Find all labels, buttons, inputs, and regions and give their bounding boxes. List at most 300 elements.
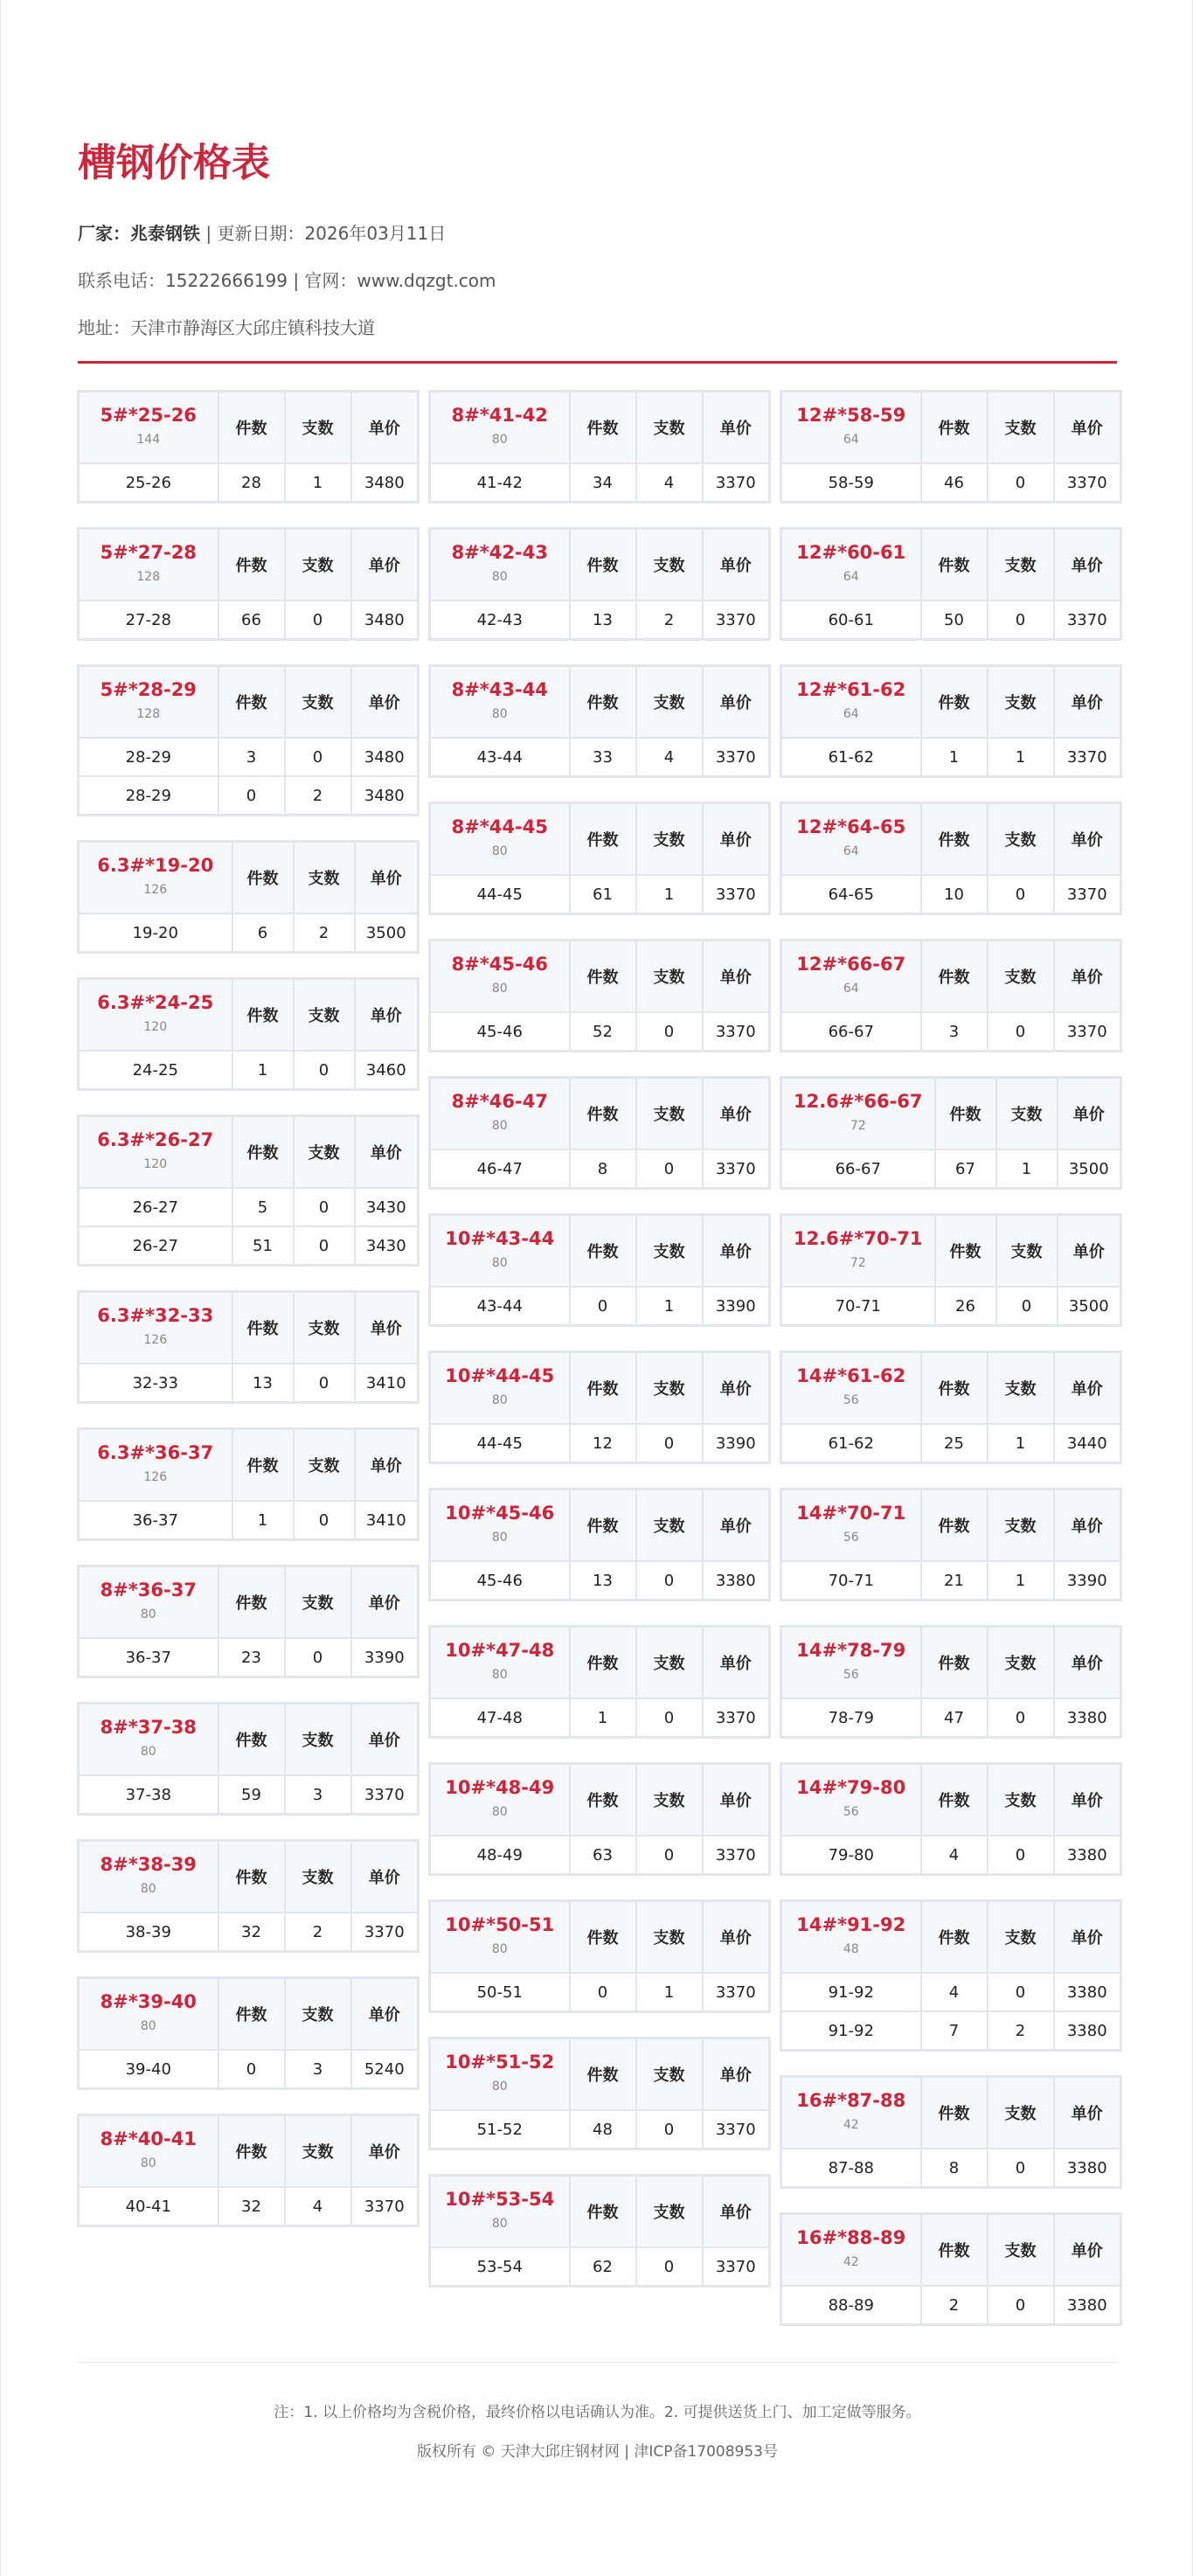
header-price: 单价 — [351, 1978, 419, 2051]
spec-table — [780, 2212, 1122, 2326]
spec-header-row — [79, 1841, 419, 1913]
pieces-cell: 0 — [988, 463, 1054, 503]
header-count: 件数 — [921, 392, 988, 464]
pieces-cell: 0 — [636, 2110, 703, 2149]
header-pieces: 支数 — [285, 666, 351, 739]
header-price: 单价 — [1054, 2214, 1121, 2287]
range-cell: 79-80 — [781, 1836, 921, 1875]
header-price: 单价 — [1054, 803, 1121, 876]
pieces-cell: 3 — [285, 1775, 351, 1815]
spec-name: 8#*45-46 — [451, 954, 548, 975]
pieces-cell: 1 — [988, 738, 1054, 777]
price-cell: 3370 — [703, 1836, 770, 1875]
count-cell: 32 — [218, 1913, 285, 1952]
range-cell: 64-65 — [781, 875, 921, 914]
price-cell: 3390 — [703, 1287, 770, 1326]
spec-name: 12#*61-62 — [796, 679, 906, 700]
spec-table — [428, 527, 771, 641]
spec-sub: 72 — [850, 1119, 866, 1133]
header-pieces: 支数 — [988, 941, 1054, 1013]
spec-sub: 42 — [843, 2255, 859, 2269]
range-cell: 60-61 — [781, 601, 921, 640]
spec-sub: 80 — [140, 1882, 156, 1896]
pieces-cell: 1 — [996, 1149, 1058, 1189]
spec-header-row — [79, 666, 419, 739]
spec-sub: 80 — [491, 570, 508, 584]
count-cell: 0 — [570, 1287, 636, 1326]
spec-name: 10#*48-49 — [445, 1777, 555, 1798]
spec-name: 12#*58-59 — [796, 405, 906, 426]
header-count: 件数 — [232, 1429, 294, 1502]
range-cell: 78-79 — [781, 1698, 921, 1738]
spec-name: 10#*50-51 — [445, 1914, 555, 1935]
table-row — [430, 1287, 770, 1326]
header-price: 单价 — [703, 666, 770, 739]
table-row — [430, 2110, 770, 2149]
spec-sub: 72 — [850, 1256, 866, 1270]
table-row — [79, 1226, 419, 1266]
spec-sub: 56 — [843, 1531, 859, 1545]
spec-name: 10#*51-52 — [445, 2052, 555, 2073]
header-price: 单价 — [355, 979, 419, 1052]
contact-line: 联系电话：15222666199 | 官网：www.dqzgt.com — [78, 270, 496, 291]
header-pieces: 支数 — [996, 1215, 1058, 1288]
spec-name-cell — [781, 1078, 935, 1150]
count-cell: 26 — [935, 1287, 996, 1326]
spec-table — [428, 1625, 771, 1739]
spec-header-row — [781, 2214, 1121, 2287]
spec-sub: 80 — [140, 1745, 156, 1759]
spec-sub: 80 — [491, 1256, 508, 1270]
spec-name-cell — [781, 666, 921, 739]
footer-copyright: 版权所有 © 天津大邱庄钢材网 | 津ICP备17008953号 — [416, 2443, 778, 2461]
header-count: 件数 — [570, 1489, 636, 1562]
pieces-cell: 0 — [988, 601, 1054, 640]
spec-table — [428, 1350, 771, 1464]
spec-name-cell — [430, 1489, 570, 1562]
header-pieces: 支数 — [294, 1116, 355, 1189]
table-row — [781, 2011, 1121, 2051]
header-count: 件数 — [570, 2038, 636, 2111]
spec-header-row — [781, 2077, 1121, 2149]
pieces-cell: 3 — [285, 2050, 351, 2089]
table-row — [430, 1149, 770, 1189]
pieces-cell: 0 — [988, 2286, 1054, 2325]
spec-table — [780, 390, 1122, 503]
spec-header-row — [781, 529, 1121, 601]
range-cell: 28-29 — [79, 776, 218, 816]
range-cell: 48-49 — [430, 1836, 570, 1875]
column-3 — [780, 390, 1120, 2350]
pieces-cell: 0 — [636, 1149, 703, 1189]
header-pieces: 支数 — [636, 1078, 703, 1150]
pieces-cell: 0 — [294, 1188, 355, 1226]
spec-sub: 64 — [843, 570, 859, 584]
spec-header-row — [79, 842, 419, 914]
count-cell: 13 — [570, 601, 636, 640]
spec-name-cell — [781, 392, 921, 464]
range-cell: 38-39 — [79, 1913, 218, 1952]
pieces-cell: 2 — [636, 601, 703, 640]
header-count: 件数 — [570, 803, 636, 876]
count-cell: 0 — [218, 776, 285, 816]
range-cell: 46-47 — [430, 1149, 570, 1189]
table-row — [79, 601, 419, 640]
spec-header-row — [430, 1627, 770, 1699]
table-row — [79, 1501, 419, 1540]
range-cell: 88-89 — [781, 2286, 921, 2325]
range-cell: 28-29 — [79, 738, 218, 776]
header-pieces: 支数 — [988, 529, 1054, 601]
spec-sub: 80 — [140, 1607, 156, 1621]
spec-sub: 42 — [843, 2118, 859, 2132]
count-cell: 62 — [570, 2247, 636, 2287]
pieces-cell: 1 — [988, 1424, 1054, 1463]
spec-name-cell — [781, 1215, 935, 1288]
spec-name-cell — [781, 1352, 921, 1425]
spec-table — [77, 1839, 420, 1953]
header-count: 件数 — [921, 1764, 988, 1837]
pieces-cell: 0 — [636, 1836, 703, 1875]
spec-sub: 126 — [143, 883, 168, 897]
header-price: 单价 — [703, 1901, 770, 1974]
spec-name-cell — [430, 2176, 570, 2248]
pieces-cell: 0 — [988, 1698, 1054, 1738]
price-cell: 3370 — [351, 1913, 419, 1952]
pieces-cell: 0 — [988, 875, 1054, 914]
spec-header-row — [781, 1078, 1121, 1150]
header-price: 单价 — [355, 1116, 419, 1189]
spec-name-cell — [79, 1841, 218, 1913]
price-cell: 3390 — [703, 1424, 770, 1463]
spec-name-cell — [781, 941, 921, 1013]
price-cell: 3380 — [1054, 1836, 1121, 1875]
spec-name: 8#*41-42 — [451, 405, 548, 426]
header-count: 件数 — [232, 1116, 294, 1189]
header-price: 单价 — [1054, 941, 1121, 1013]
spec-header-row — [79, 1978, 419, 2051]
spec-name: 10#*53-54 — [445, 2189, 555, 2210]
header-count: 件数 — [218, 1704, 285, 1776]
header-price: 单价 — [351, 529, 419, 601]
pieces-cell: 0 — [636, 1012, 703, 1052]
spec-table — [780, 939, 1122, 1052]
range-cell: 43-44 — [430, 738, 570, 777]
spec-name: 14#*79-80 — [796, 1777, 906, 1798]
count-cell: 0 — [218, 2050, 285, 2089]
header-count: 件数 — [570, 2176, 636, 2248]
header-pieces: 支数 — [996, 1078, 1058, 1150]
header-price: 单价 — [1054, 1627, 1121, 1699]
spec-name-cell — [79, 979, 232, 1052]
count-cell: 50 — [921, 601, 988, 640]
price-cell: 3380 — [1054, 2149, 1121, 2188]
spec-sub: 64 — [843, 707, 859, 721]
spec-name: 6.3#*32-33 — [97, 1305, 214, 1326]
spec-name: 8#*40-41 — [100, 2128, 197, 2149]
spec-table — [428, 1762, 771, 1876]
spec-sub: 56 — [843, 1805, 859, 1819]
pieces-cell: 2 — [285, 776, 351, 816]
spec-header-row — [430, 2176, 770, 2248]
header-count: 件数 — [921, 2214, 988, 2287]
header-pieces: 支数 — [285, 1704, 351, 1776]
header-price: 单价 — [351, 392, 419, 464]
table-row — [430, 1836, 770, 1875]
spec-name: 8#*38-39 — [100, 1854, 197, 1875]
header-pieces: 支数 — [285, 392, 351, 464]
header-pieces: 支数 — [636, 1627, 703, 1699]
spec-name: 8#*37-38 — [100, 1717, 197, 1738]
pieces-cell: 4 — [636, 463, 703, 503]
price-cell: 3370 — [703, 1698, 770, 1738]
count-cell: 51 — [232, 1226, 294, 1266]
spec-table — [780, 1076, 1122, 1190]
header-pieces: 支数 — [636, 2038, 703, 2111]
header-pieces: 支数 — [636, 1489, 703, 1562]
spec-table — [77, 1976, 420, 2090]
table-row — [79, 463, 419, 503]
range-cell: 19-20 — [79, 913, 232, 953]
spec-name-cell — [79, 2115, 218, 2188]
table-row — [430, 463, 770, 503]
spec-name-cell — [79, 1116, 232, 1189]
header-count: 件数 — [570, 529, 636, 601]
header-price: 单价 — [1054, 1764, 1121, 1837]
spec-header-row — [430, 1215, 770, 1288]
range-cell: 58-59 — [781, 463, 921, 503]
spec-name-cell — [430, 803, 570, 876]
pieces-cell: 0 — [636, 1561, 703, 1600]
header-count: 件数 — [218, 2115, 285, 2188]
table-row — [79, 1775, 419, 1815]
header-count: 件数 — [921, 941, 988, 1013]
range-cell: 41-42 — [430, 463, 570, 503]
header-price: 单价 — [351, 2115, 419, 2188]
price-cell: 3370 — [703, 2110, 770, 2149]
header-count: 件数 — [570, 666, 636, 739]
spec-table — [428, 1076, 771, 1190]
header-count: 件数 — [232, 979, 294, 1052]
count-cell: 34 — [570, 463, 636, 503]
pieces-cell: 1 — [988, 1561, 1054, 1600]
price-cell: 3410 — [355, 1501, 419, 1540]
header-count: 件数 — [921, 1627, 988, 1699]
pieces-cell: 4 — [285, 2187, 351, 2226]
header-count: 件数 — [921, 2077, 988, 2149]
spec-sub: 80 — [491, 1942, 508, 1956]
header-count: 件数 — [218, 666, 285, 739]
price-cell: 3390 — [351, 1638, 419, 1677]
count-cell: 4 — [921, 1836, 988, 1875]
spec-name-cell — [781, 2077, 921, 2149]
spec-table — [780, 1213, 1122, 1327]
price-cell: 3380 — [1054, 2011, 1121, 2051]
header-pieces: 支数 — [988, 1764, 1054, 1837]
pieces-cell: 0 — [285, 1638, 351, 1677]
spec-header-row — [781, 392, 1121, 464]
count-cell: 63 — [570, 1836, 636, 1875]
header-count: 件数 — [218, 1978, 285, 2051]
spec-name-cell — [79, 1978, 218, 2051]
spec-name-cell — [430, 666, 570, 739]
spec-name: 6.3#*19-20 — [97, 855, 214, 876]
spec-name: 16#*87-88 — [796, 2090, 906, 2111]
spec-table — [77, 1114, 420, 1267]
range-cell: 53-54 — [430, 2247, 570, 2287]
header-price: 单价 — [1054, 666, 1121, 739]
price-cell: 3370 — [703, 1149, 770, 1189]
price-cell: 3370 — [1054, 1012, 1121, 1052]
spec-name: 10#*44-45 — [445, 1365, 555, 1386]
spec-name-cell — [781, 1901, 921, 1974]
range-cell: 39-40 — [79, 2050, 218, 2089]
price-cell: 3440 — [1054, 1424, 1121, 1463]
spec-table — [77, 840, 420, 954]
spec-header-row — [781, 941, 1121, 1013]
spec-name: 8#*46-47 — [451, 1091, 548, 1112]
spec-table — [428, 2037, 771, 2150]
spec-name-cell — [781, 1489, 921, 1562]
header-count: 件数 — [218, 392, 285, 464]
header-price: 单价 — [355, 842, 419, 914]
spec-table — [780, 1762, 1122, 1876]
header-price: 单价 — [703, 941, 770, 1013]
count-cell: 66 — [218, 601, 285, 640]
spec-sub: 120 — [143, 1157, 168, 1171]
range-cell: 66-67 — [781, 1149, 935, 1189]
range-cell: 45-46 — [430, 1012, 570, 1052]
pieces-cell: 0 — [285, 601, 351, 640]
spec-header-row — [430, 941, 770, 1013]
pieces-cell: 0 — [285, 738, 351, 776]
count-cell: 47 — [921, 1698, 988, 1738]
table-row — [430, 1698, 770, 1738]
spec-header-row — [430, 1352, 770, 1425]
spec-name: 12#*64-65 — [796, 816, 906, 837]
price-cell: 3370 — [1054, 463, 1121, 503]
header-pieces: 支数 — [636, 803, 703, 876]
header-count: 件数 — [921, 1352, 988, 1425]
spec-name-cell — [430, 941, 570, 1013]
spec-table — [77, 1290, 420, 1404]
table-row — [781, 1698, 1121, 1738]
spec-header-row — [79, 979, 419, 1052]
range-cell: 91-92 — [781, 2011, 921, 2051]
header-price: 单价 — [355, 1292, 419, 1364]
spec-header-row — [79, 1429, 419, 1502]
count-cell: 8 — [921, 2149, 988, 2188]
price-cell: 3370 — [1054, 738, 1121, 777]
spec-name: 10#*47-48 — [445, 1640, 555, 1661]
spec-sub: 80 — [491, 433, 508, 447]
spec-name: 10#*43-44 — [445, 1228, 555, 1249]
header-price: 单价 — [703, 529, 770, 601]
page-header — [78, 133, 1117, 351]
price-cell: 3410 — [355, 1364, 419, 1403]
spec-sub: 80 — [491, 707, 508, 721]
spec-name-cell — [430, 2038, 570, 2111]
header-pieces: 支数 — [988, 392, 1054, 464]
spec-sub: 64 — [843, 844, 859, 858]
footer-note: 注：1. 以上价格均为含税价格，最终价格以电话确认为准。2. 可提供送货上门、加工定做等服务。 — [274, 2404, 921, 2421]
count-cell: 1 — [570, 1698, 636, 1738]
price-cell: 3370 — [703, 601, 770, 640]
header-price: 单价 — [1054, 392, 1121, 464]
range-cell: 36-37 — [79, 1501, 232, 1540]
spec-header-row — [430, 2038, 770, 2111]
spec-sub: 80 — [491, 2217, 508, 2231]
spec-sub: 56 — [843, 1393, 859, 1407]
count-cell: 59 — [218, 1775, 285, 1815]
table-row — [781, 2149, 1121, 2188]
header-pieces: 支数 — [636, 1215, 703, 1288]
header-price: 单价 — [703, 1215, 770, 1288]
spec-header-row — [79, 529, 419, 601]
spec-name-cell — [430, 1215, 570, 1288]
spec-name: 14#*78-79 — [796, 1640, 906, 1661]
spec-table — [428, 1213, 771, 1327]
header-pieces: 支数 — [636, 392, 703, 464]
spec-table — [780, 1899, 1122, 2052]
table-row — [781, 1836, 1121, 1875]
header-pieces: 支数 — [636, 2176, 703, 2248]
maker-label: 厂家： — [78, 223, 130, 244]
spec-header-row — [430, 803, 770, 876]
price-cell: 3380 — [1054, 2286, 1121, 2325]
spec-sub: 128 — [136, 570, 161, 584]
range-cell: 66-67 — [781, 1012, 921, 1052]
header-price: 单价 — [703, 2038, 770, 2111]
spec-name: 8#*43-44 — [451, 679, 548, 700]
price-cell: 3370 — [1054, 601, 1121, 640]
header-pieces: 支数 — [988, 1352, 1054, 1425]
spec-header-row — [79, 1292, 419, 1364]
spec-name-cell — [430, 1901, 570, 1974]
header-pieces: 支数 — [636, 666, 703, 739]
count-cell: 33 — [570, 738, 636, 777]
header-count: 件数 — [921, 803, 988, 876]
header-price: 单价 — [1054, 1901, 1121, 1974]
spec-name: 8#*42-43 — [451, 542, 548, 563]
table-row — [781, 2286, 1121, 2325]
count-cell: 12 — [570, 1424, 636, 1463]
spec-sub: 126 — [143, 1333, 168, 1347]
spec-header-row — [781, 1489, 1121, 1562]
spec-header-row — [781, 1764, 1121, 1837]
spec-name: 5#*28-29 — [100, 679, 197, 700]
price-cell: 3480 — [351, 738, 419, 776]
table-row — [430, 875, 770, 914]
header-price: 单价 — [1054, 529, 1121, 601]
table-row — [781, 1424, 1121, 1463]
header-pieces: 支数 — [988, 2077, 1054, 2149]
header-count: 件数 — [570, 392, 636, 464]
spec-sub: 80 — [140, 2156, 156, 2170]
price-cell: 3370 — [703, 2247, 770, 2287]
spec-table — [780, 1488, 1122, 1601]
table-row — [79, 1638, 419, 1677]
spec-header-row — [430, 666, 770, 739]
spec-sub: 144 — [136, 433, 161, 447]
count-cell: 1 — [232, 1051, 294, 1090]
column-1 — [77, 390, 417, 2251]
spec-sub: 56 — [843, 1668, 859, 1682]
header-price: 单价 — [703, 1489, 770, 1562]
header-pieces: 支数 — [636, 1352, 703, 1425]
spec-name-cell — [430, 1764, 570, 1837]
header-pieces: 支数 — [285, 1978, 351, 2051]
